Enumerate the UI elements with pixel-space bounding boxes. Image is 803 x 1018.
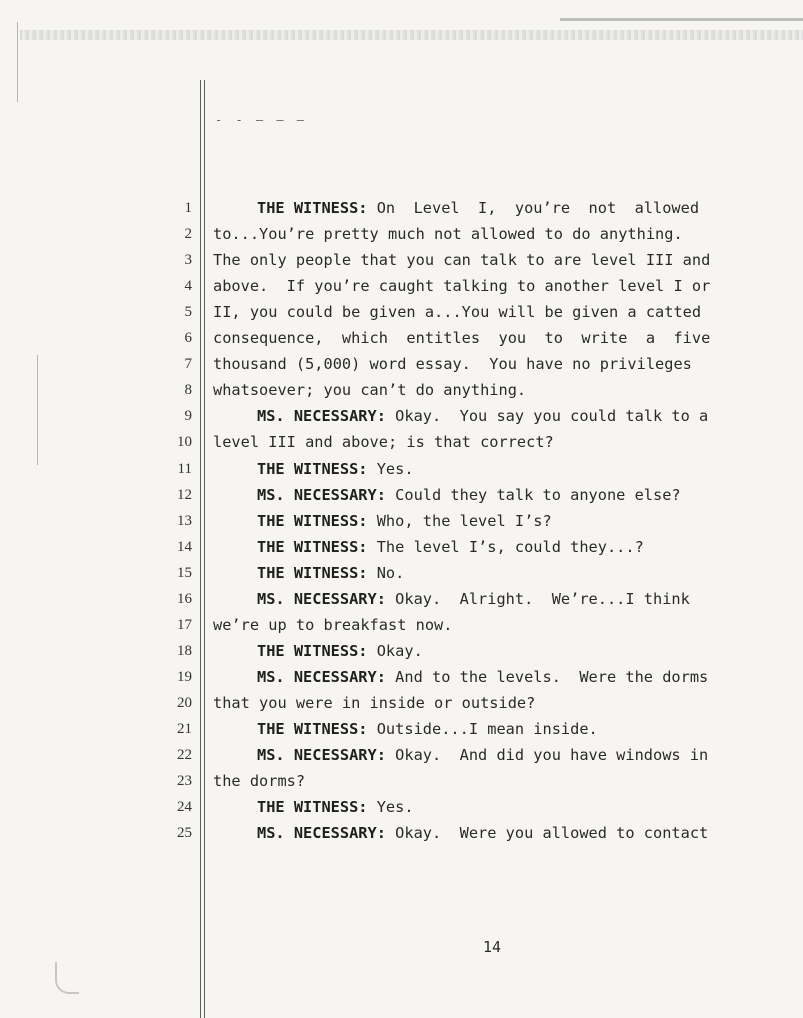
line-text [213, 664, 781, 690]
transcript-line [0, 273, 803, 299]
line-number: 11 [177, 460, 192, 477]
transcript-line [0, 221, 803, 247]
transcript-line [0, 403, 803, 429]
speaker-label: THE WITNESS: [257, 798, 368, 817]
page-number: 14 [482, 938, 502, 956]
line-number: 18 [177, 642, 192, 659]
line-number: 17 [177, 616, 192, 633]
line-number: 21 [177, 721, 192, 737]
transcript-line [0, 586, 803, 612]
line-number: 1 [184, 200, 192, 216]
spoken-text: No. [367, 563, 405, 582]
spoken-text: II, you could be given a...You will be given a catted [213, 303, 702, 322]
transcript-line [0, 325, 803, 351]
line-text [213, 429, 781, 455]
line-number: 8 [184, 382, 192, 399]
transcript-line [0, 456, 803, 482]
spoken-text: The only people that you can talk to are level III and [213, 251, 711, 270]
spoken-text: to...You’re pretty much not allowed to do anything. [213, 225, 683, 244]
spoken-text: The level I’s, could they...? [367, 537, 644, 556]
line-text [213, 325, 781, 351]
line-text [213, 794, 781, 820]
transcript-line [0, 664, 803, 690]
spoken-text: whatsoever; you can’t do anything. [213, 381, 527, 400]
line-text [213, 716, 781, 742]
spoken-text: Yes. [367, 798, 414, 817]
speaker-label: THE WITNESS: [257, 537, 368, 556]
transcript-line [0, 508, 803, 534]
spoken-text: Okay. Were you allowed to contact [385, 824, 709, 843]
line-text [213, 403, 781, 429]
spoken-text: above. If you’re caught talking to another level I or [213, 277, 711, 296]
transcript-line [0, 690, 803, 716]
transcript-line [0, 482, 803, 508]
speaker-label: MS. NECESSARY: [257, 485, 386, 504]
line-text [213, 742, 781, 768]
transcript-line [0, 716, 803, 742]
line-number: 5 [184, 304, 192, 321]
speaker-label: THE WITNESS: [257, 641, 368, 660]
line-number: 25 [177, 825, 192, 842]
line-number: 2 [184, 226, 192, 243]
speaker-label: THE WITNESS: [257, 563, 368, 582]
line-text [213, 560, 781, 586]
line-text [213, 377, 781, 403]
spoken-text: that you were in inside or outside? [213, 693, 536, 712]
transcript-line [0, 742, 803, 768]
speaker-label: THE WITNESS: [257, 199, 368, 217]
transcript-line [0, 351, 803, 377]
spoken-text: the dorms? [213, 772, 306, 791]
transcript-line [0, 794, 803, 820]
spoken-text: consequence, which entitles you to write a five [213, 329, 711, 348]
line-text [213, 221, 781, 247]
line-number: 23 [177, 773, 192, 790]
line-text [213, 586, 781, 612]
line-number: 7 [184, 356, 192, 373]
speaker-label: MS. NECESSARY: [257, 407, 386, 426]
spoken-text: Okay. Alright. We’re...I think [385, 589, 690, 608]
spoken-text: we’re up to breakfast now. [213, 615, 453, 634]
spoken-text: Outside...I mean inside. [367, 720, 598, 738]
line-text [213, 195, 781, 221]
line-text [213, 534, 781, 560]
line-text [213, 247, 781, 273]
line-number: 22 [177, 747, 192, 764]
line-text [213, 351, 781, 377]
scan-artifact-top-right [560, 18, 803, 21]
transcript-line [0, 299, 803, 325]
line-number: 6 [184, 330, 192, 347]
spoken-text: Okay. You say you could talk to a [385, 407, 709, 426]
speaker-label: THE WITNESS: [257, 511, 368, 530]
transcript-line [0, 247, 803, 273]
line-number: 9 [184, 408, 192, 425]
transcript-line [0, 638, 803, 664]
speaker-label: THE WITNESS: [257, 459, 368, 478]
transcript-line [0, 612, 803, 638]
line-number: 10 [177, 434, 192, 451]
line-text [213, 273, 781, 299]
speaker-label: MS. NECESSARY: [257, 746, 386, 765]
line-number: 12 [177, 486, 192, 503]
transcript-line [0, 429, 803, 455]
line-number: 13 [177, 512, 192, 529]
line-text [213, 508, 781, 534]
line-text [213, 820, 781, 846]
transcript-line [0, 377, 803, 403]
header-marks: - - — — — [215, 113, 308, 127]
line-number: 4 [184, 278, 192, 295]
spoken-text: Could they talk to anyone else? [385, 485, 681, 504]
line-text [213, 612, 781, 638]
speaker-label: MS. NECESSARY: [257, 824, 386, 843]
line-number: 16 [177, 590, 192, 607]
speaker-label: MS. NECESSARY: [257, 667, 386, 686]
spoken-text: Okay. And did you have windows in [385, 746, 709, 765]
speaker-label: THE WITNESS: [257, 720, 368, 738]
corner-mark [55, 962, 79, 994]
transcript-line [0, 820, 803, 846]
transcript-line [0, 560, 803, 586]
spoken-text: Who, the level I’s? [367, 511, 552, 530]
line-text [213, 768, 781, 794]
spoken-text: Okay. [367, 641, 423, 660]
transcript-line [0, 768, 803, 794]
line-text [213, 690, 781, 716]
speaker-label: MS. NECESSARY: [257, 589, 386, 608]
line-number: 19 [177, 668, 192, 685]
spoken-text: Yes. [367, 459, 414, 478]
line-number: 14 [177, 538, 192, 555]
line-number: 3 [184, 252, 192, 269]
line-text [213, 482, 781, 508]
line-number: 20 [177, 694, 192, 711]
line-text [213, 638, 781, 664]
spoken-text: thousand (5,000) word essay. You have no privileges [213, 355, 692, 374]
transcript-line [0, 195, 803, 221]
spoken-text: On Level I, you’re not allowed [367, 199, 700, 217]
line-number: 15 [177, 564, 192, 581]
line-text [213, 299, 781, 325]
scan-artifact-left [17, 22, 18, 102]
spoken-text: level III and above; is that correct? [213, 433, 554, 452]
line-number: 24 [177, 799, 192, 816]
spoken-text: And to the levels. Were the dorms [385, 667, 709, 686]
scan-artifact-top [20, 30, 803, 40]
transcript-line [0, 534, 803, 560]
line-text [213, 456, 781, 482]
